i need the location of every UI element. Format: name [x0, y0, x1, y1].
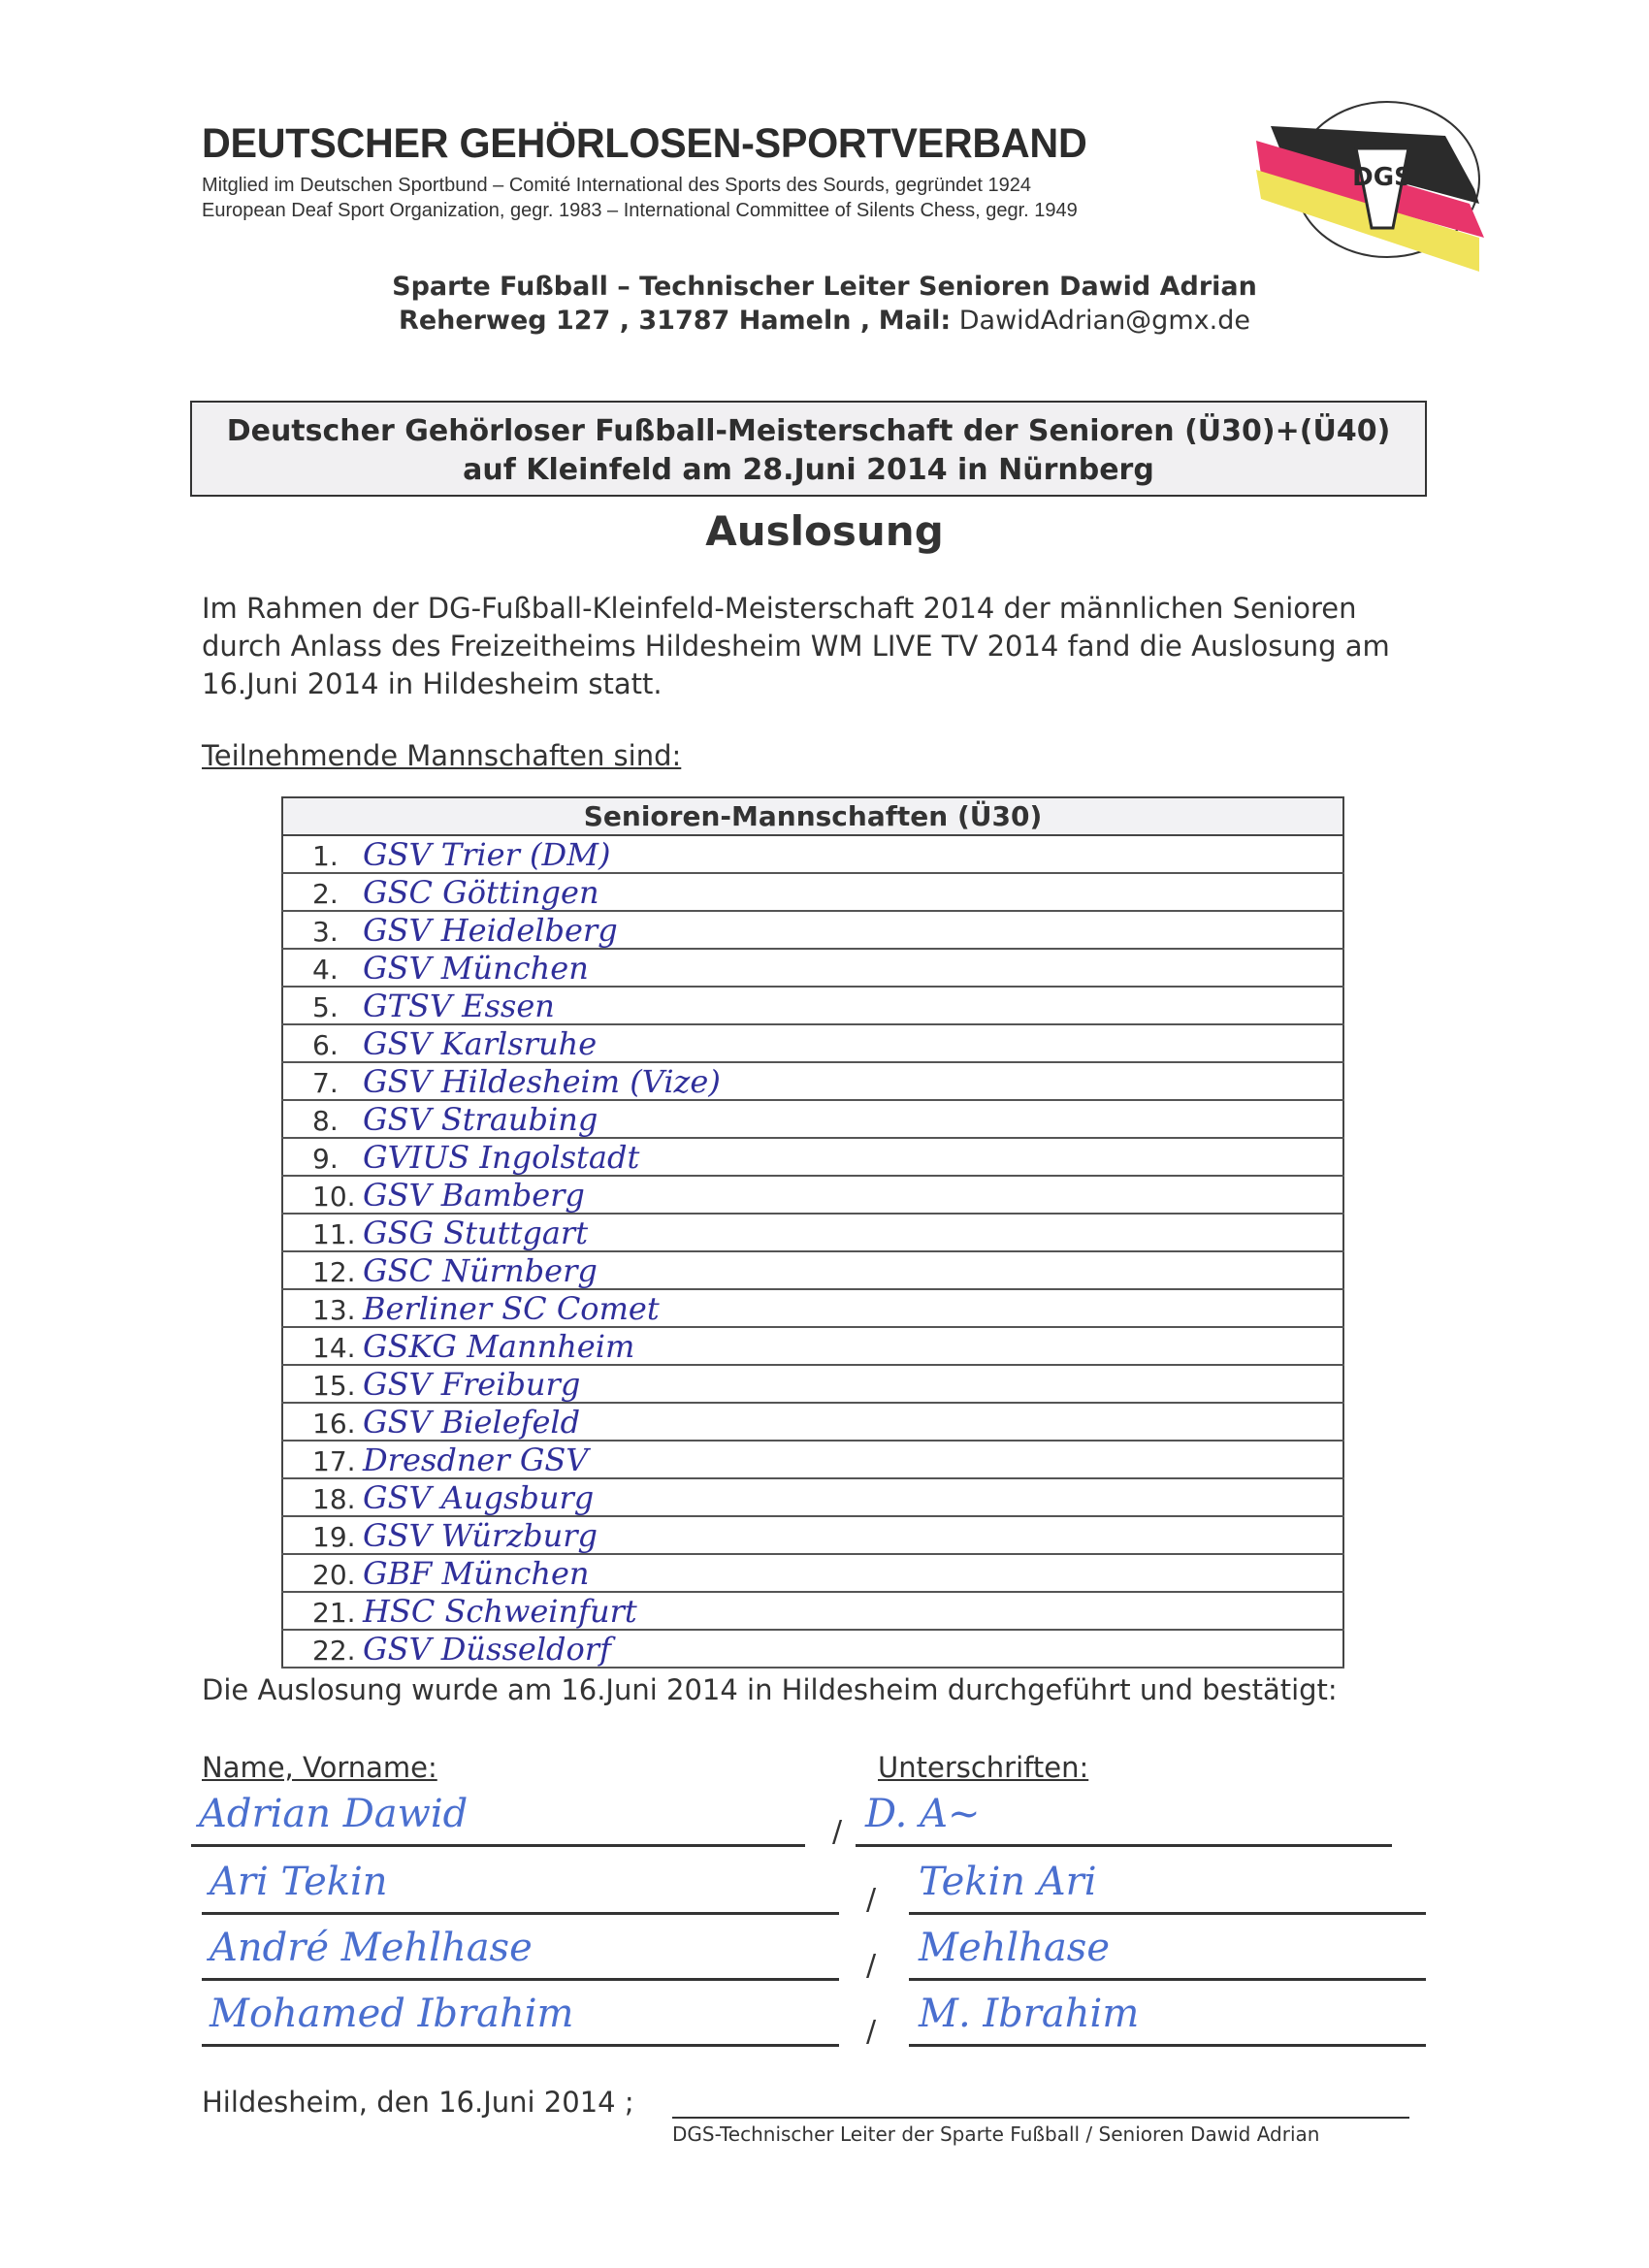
team-cell	[282, 1403, 1343, 1441]
team-number: 19.	[312, 1521, 356, 1553]
team-row	[282, 987, 1343, 1024]
team-number: 16.	[312, 1408, 356, 1440]
signer-name-handwritten: Mohamed Ibrahim	[210, 1992, 574, 2036]
team-name-handwritten: GSC Göttingen	[363, 874, 599, 911]
team-number: 8.	[312, 1105, 339, 1137]
team-name-handwritten: GSV Bielefeld	[363, 1404, 581, 1441]
team-cell	[282, 1251, 1343, 1289]
separator-slash: /	[866, 1883, 877, 1917]
team-row	[282, 1251, 1343, 1289]
name-line	[202, 2044, 839, 2047]
place-date: Hildesheim, den 16.Juni 2014 ;	[202, 2086, 634, 2119]
team-row	[282, 949, 1343, 987]
event-title-line-2: auf Kleinfeld am 28.Juni 2014 in Nürnberg	[463, 453, 1154, 487]
team-row	[282, 1138, 1343, 1176]
signature-handwritten: Tekin Ari	[919, 1860, 1097, 1904]
team-name-handwritten: GSKG Mannheim	[363, 1328, 635, 1365]
team-cell	[282, 1516, 1343, 1554]
teams-table-header: Senioren-Mannschaften (Ü30)	[282, 797, 1343, 835]
team-number: 2.	[312, 878, 339, 910]
teams-label: Teilnehmende Mannschaften sind:	[202, 739, 682, 772]
team-cell	[282, 1365, 1343, 1403]
event-title-line-1: Deutscher Gehörloser Fußball-Meisterschaft der Senioren (Ü30)+(Ü40)	[226, 414, 1391, 448]
signature-line	[909, 1978, 1426, 1981]
team-cell	[282, 949, 1343, 987]
team-number: 21.	[312, 1597, 356, 1629]
team-cell	[282, 1214, 1343, 1251]
team-row	[282, 1592, 1343, 1630]
team-number: 7.	[312, 1067, 339, 1099]
signature-row	[0, 1858, 1649, 1926]
contact-address-line	[0, 304, 1649, 338]
signature-line	[909, 2044, 1426, 2047]
team-cell	[282, 1441, 1343, 1478]
signature-row	[0, 1990, 1649, 2057]
team-cell	[282, 1630, 1343, 1668]
team-name-handwritten: GSV Augsburg	[363, 1479, 595, 1516]
team-number: 10.	[312, 1181, 356, 1213]
signature-handwritten: D. A~	[865, 1792, 981, 1836]
team-number: 1.	[312, 840, 339, 872]
team-cell	[282, 1138, 1343, 1176]
contact-mail-link[interactable]: DawidAdrian@gmx.de	[958, 306, 1250, 336]
team-row	[282, 1289, 1343, 1327]
team-row	[282, 1024, 1343, 1062]
contact-address: Reherweg 127 , 31787 Hameln ,	[399, 306, 871, 336]
team-number: 11.	[312, 1218, 356, 1250]
separator-slash: /	[866, 1949, 877, 1983]
team-row	[282, 1365, 1343, 1403]
team-number: 3.	[312, 916, 339, 948]
team-name-handwritten: GSV Bamberg	[363, 1177, 585, 1214]
signature-line	[909, 1912, 1426, 1915]
separator-slash: /	[832, 1815, 843, 1849]
team-name-handwritten: GTSV Essen	[363, 988, 555, 1024]
team-name-handwritten: GSG Stuttgart	[363, 1215, 589, 1251]
name-line	[202, 1912, 839, 1915]
footer-signature-line	[672, 2117, 1409, 2119]
name-line	[202, 1978, 839, 1981]
signature-row	[0, 1924, 1649, 1992]
team-number: 18.	[312, 1483, 356, 1515]
intro-paragraph: Im Rahmen der DG-Fußball-Kleinfeld-Meisterschaft 2014 der männlichen Senioren durch Anlass des Freizeitheims Hildesheim WM LIVE TV 2014 fand die Auslosung am 16.Juni 2014 in Hildesheim statt.	[202, 592, 1390, 700]
team-cell	[282, 1478, 1343, 1516]
team-cell	[282, 1062, 1343, 1100]
team-row	[282, 1516, 1343, 1554]
team-number: 4.	[312, 954, 339, 986]
team-number: 12.	[312, 1256, 356, 1288]
team-row	[282, 1403, 1343, 1441]
team-row	[282, 1214, 1343, 1251]
team-number: 5.	[312, 991, 339, 1023]
team-cell	[282, 1327, 1343, 1365]
team-row	[282, 1478, 1343, 1516]
signer-name-handwritten: Adrian Dawid	[199, 1792, 469, 1836]
contact-block	[0, 270, 1649, 338]
team-cell	[282, 1024, 1343, 1062]
separator-slash: /	[866, 2015, 877, 2049]
organization-subtitle-2: European Deaf Sport Organization, gegr. 1983 – International Committee of Silents Chess, gegr. 1949	[202, 200, 1078, 221]
team-row	[282, 1630, 1343, 1668]
team-number: 17.	[312, 1445, 356, 1477]
team-row	[282, 1327, 1343, 1365]
team-cell	[282, 1592, 1343, 1630]
team-row	[282, 1062, 1343, 1100]
team-number: 6.	[312, 1029, 339, 1061]
teams-table	[281, 796, 1344, 1669]
team-name-handwritten: GSV München	[363, 950, 589, 987]
logo-text: DGS	[1352, 163, 1412, 192]
team-cell	[282, 1554, 1343, 1592]
team-row	[282, 873, 1343, 911]
team-name-handwritten: GBF München	[363, 1555, 590, 1592]
team-name-handwritten: Dresdner GSV	[363, 1442, 589, 1478]
footer-role: DGS-Technischer Leiter der Sparte Fußball / Senioren Dawid Adrian	[672, 2122, 1320, 2146]
team-cell	[282, 873, 1343, 911]
signature-row	[0, 1790, 1649, 1858]
team-name-handwritten: HSC Schweinfurt	[363, 1593, 637, 1630]
organization-name: DEUTSCHER GEHÖRLOSEN-SPORTVERBAND	[202, 120, 1087, 167]
team-name-handwritten: GVIUS Ingolstadt	[363, 1139, 640, 1176]
team-name-handwritten: GSV Trier (DM)	[363, 836, 611, 873]
team-name-handwritten: GSV Würzburg	[363, 1517, 598, 1554]
contact-line: Sparte Fußball – Technischer Leiter Senioren Dawid Adrian	[392, 272, 1257, 302]
event-title-box	[190, 401, 1427, 497]
team-row	[282, 911, 1343, 949]
team-cell	[282, 911, 1343, 949]
signer-name-handwritten: Ari Tekin	[210, 1860, 388, 1904]
team-name-handwritten: GSV Freiburg	[363, 1366, 581, 1403]
team-cell	[282, 1289, 1343, 1327]
team-cell	[282, 987, 1343, 1024]
team-name-handwritten: GSV Düsseldorf	[363, 1631, 611, 1668]
team-row	[282, 835, 1343, 873]
team-row	[282, 1100, 1343, 1138]
team-number: 9.	[312, 1143, 339, 1175]
team-cell	[282, 835, 1343, 873]
team-name-handwritten: GSV Straubing	[363, 1101, 598, 1138]
signer-name-handwritten: André Mehlhase	[210, 1926, 533, 1970]
team-row	[282, 1441, 1343, 1478]
page-heading: Auslosung	[705, 507, 944, 555]
organization-subtitle-1: Mitglied im Deutschen Sportbund – Comité International des Sports des Sourds, gegründet 1924	[202, 175, 1031, 196]
signature-column-label: Unterschriften:	[878, 1751, 1089, 1784]
team-cell	[282, 1100, 1343, 1138]
teams-table-body	[282, 835, 1343, 1668]
team-name-handwritten: Berliner SC Comet	[363, 1290, 660, 1327]
team-name-handwritten: GSV Heidelberg	[363, 912, 618, 949]
signature-handwritten: M. Ibrahim	[919, 1992, 1140, 2036]
name-column-label: Name, Vorname:	[202, 1751, 437, 1784]
team-name-handwritten: GSV Karlsruhe	[363, 1025, 598, 1062]
name-line	[191, 1844, 805, 1847]
signature-line	[856, 1844, 1392, 1847]
team-number: 15.	[312, 1370, 356, 1402]
confirmation-text: Die Auslosung wurde am 16.Juni 2014 in Hildesheim durchgeführt und bestätigt:	[202, 1673, 1338, 1706]
team-number: 13.	[312, 1294, 356, 1326]
team-name-handwritten: GSV Hildesheim (Vize)	[363, 1063, 721, 1100]
dgs-logo-icon	[1251, 82, 1504, 276]
team-name-handwritten: GSC Nürnberg	[363, 1252, 598, 1289]
team-row	[282, 1176, 1343, 1214]
team-number: 22.	[312, 1635, 356, 1667]
team-row	[282, 1554, 1343, 1592]
team-number: 14.	[312, 1332, 356, 1364]
signature-handwritten: Mehlhase	[919, 1926, 1110, 1970]
team-number: 20.	[312, 1559, 356, 1591]
team-cell	[282, 1176, 1343, 1214]
contact-mail-label: Mail:	[878, 306, 952, 336]
